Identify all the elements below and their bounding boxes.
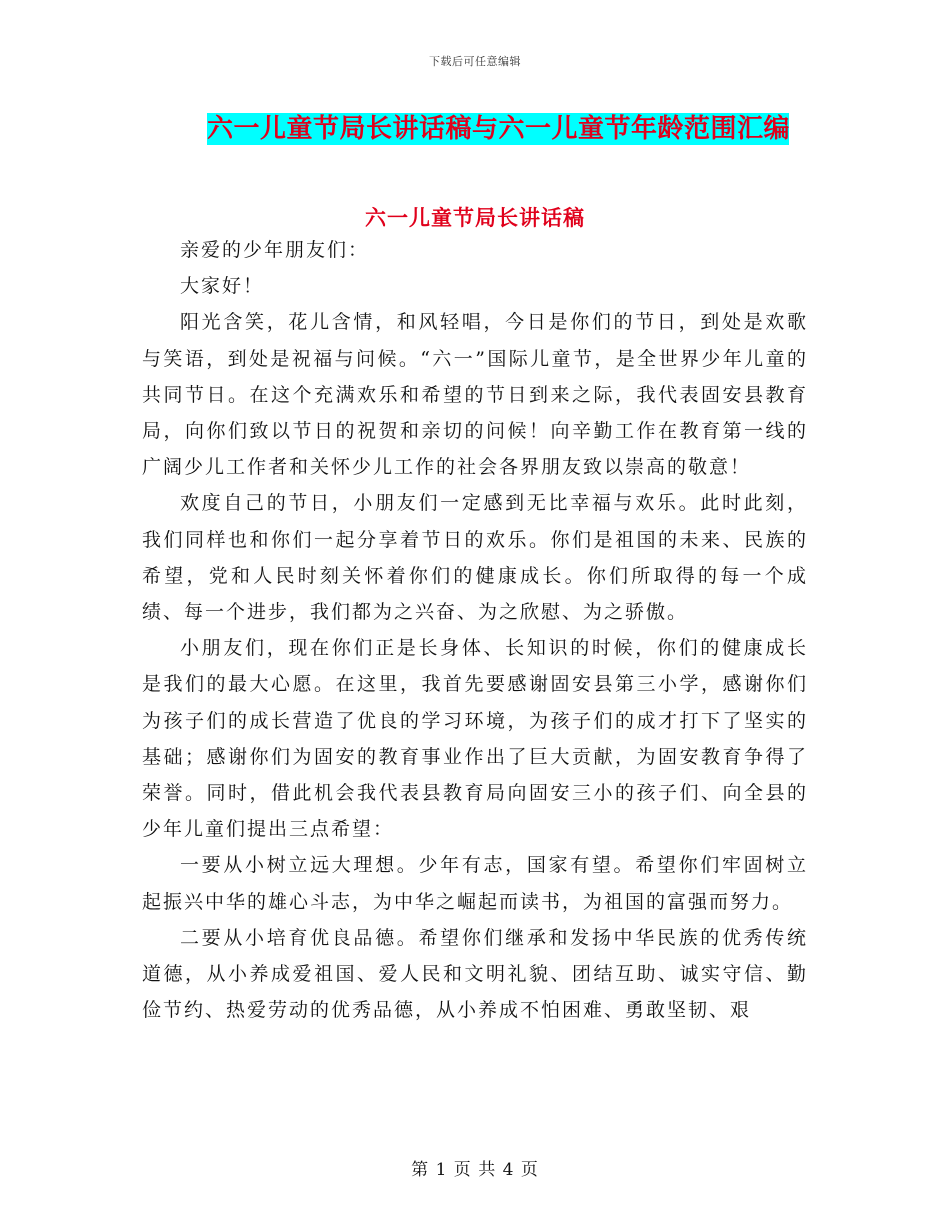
- document-body: [142, 232, 808, 1028]
- paragraph: 小朋友们，现在你们正是长身体、长知识的时候，你们的健康成长是我们的最大心愿。在这里，我首先要感谢固安县第三小学，感谢你们为孩子们的成长营造了优良的学习环境，为孩子们的成才打下了坚实的基础；感谢你们为固安的教育事业作出了巨大贡献，为固安教育争得了荣誉。同时，借此机会我代表县教育局向固安三小的孩子们、向全县的少年儿童们提出三点希望：: [142, 637, 808, 841]
- salutation: 亲爱的少年朋友们：: [180, 239, 370, 261]
- greeting: 大家好！: [180, 275, 265, 298]
- header-note: 下载后可任意编辑: [429, 55, 521, 68]
- paragraph: 二要从小培育优良品德。希望你们继承和发扬中华民族的优秀传统道德，从小养成爱祖国、爱人民和文明礼貌、团结互助、诚实守信、勤俭节约、热爱劳动的优秀品德，从小养成不怕困难、勇敢坚韧、艰: [142, 926, 808, 1022]
- paragraph: 欢度自己的节日，小朋友们一定感到无比幸福与欢乐。此时此刻，我们同样也和你们一起分享着节日的欢乐。你们是祖国的未来、民族的希望，党和人民时刻关怀着你们的健康成长。你们所取得的每一个成绩、每一个进步，我们都为之兴奋、为之欣慰、为之骄傲。: [142, 492, 808, 624]
- main-title-highlight: [207, 113, 789, 145]
- paragraph: 阳光含笑，花儿含情，和风轻唱，今日是你们的节日，到处是欢歌与笑语，到处是祝福与问候。“六一”国际儿童节，是全世界少年儿童的共同节日。在这个充满欢乐和希望的节日到来之际，我代表固安县教育局，向你们致以节日的祝贺和亲切的问候！向辛勤工作在教育第一线的广阔少儿工作者和关怀少儿工作的社会各界朋友致以崇高的敬意！: [142, 311, 808, 479]
- page-number: 第 1 页 共 4 页: [411, 1160, 539, 1180]
- section-title: 六一儿童节局长讲话稿: [365, 205, 585, 230]
- main-title: 六一儿童节局长讲话稿与六一儿童节年龄范围汇编: [207, 114, 791, 144]
- paragraph: 一要从小树立远大理想。少年有志，国家有望。希望你们牢固树立起振兴中华的雄心斗志，为中华之崛起而读书，为祖国的富强而努力。: [142, 854, 808, 913]
